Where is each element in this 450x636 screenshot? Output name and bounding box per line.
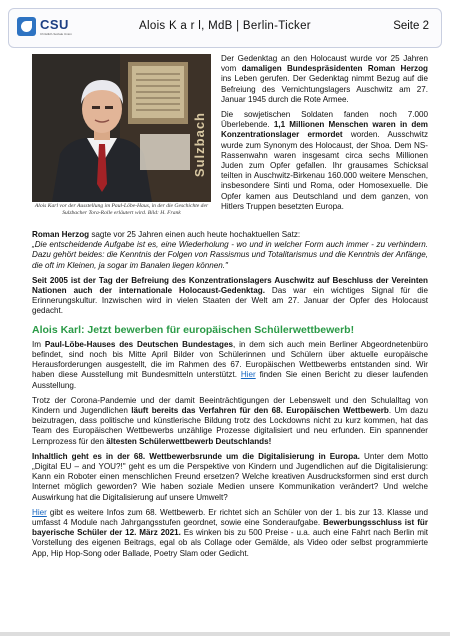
logo-subtitle: Christlich-Soziale Union	[40, 32, 72, 36]
newsletter-title: Alois K a r l, MdB | Berlin-Ticker	[139, 20, 311, 32]
text: Der Gedenktag an den Holocaust wurde vor 25 Jahren vom	[221, 54, 428, 74]
text: Das war ein wichtiges Signal für die Erinnerungskultur. Inzwischen wird in vielen Staaten der Welt am 27. Januar der Opfer des Holocaust gedacht.	[32, 286, 428, 316]
paragraph-wettbewerb-infos	[32, 508, 428, 559]
text: Die sowjetischen Soldaten fanden noch 7.000 Überlebende.	[221, 110, 428, 130]
logo-text: CSU	[40, 17, 69, 32]
paragraph-ausstellung	[32, 340, 428, 391]
paragraph-befreiung	[221, 110, 428, 212]
exhibition-photo	[32, 54, 211, 202]
bold-text: Paul-Löbe-Hauses des Deutschen Bundestages	[44, 339, 234, 349]
quote-text: „Die entscheidende Aufgabe ist es, eine Wiederholung - wo und in welcher Form auch immer - zu verhindern. Dazu gehört beides: die Kenntnis der Folgen von Rassismus und Totalitarismus und die Kenntnis der Anfänge, die oft im Kleinen, ja sogar im Banalen liegen können."	[32, 240, 428, 270]
report-link[interactable]: Hier	[240, 370, 256, 380]
bold-text: Seit 2005 ist der Tag der Befreiung des Konzentrationslagers Auschwitz auf Beschluss der Vereinten Nationen auch der internationale Holocaust-Gedenktag.	[32, 275, 428, 296]
bold-text: Inhaltlich geht es in der 68. Wettbewerbsrunde um die Digitalisierung in Europa.	[32, 451, 360, 461]
exhibit-placard	[140, 134, 190, 170]
text: Im	[32, 339, 45, 349]
bold-text: Bewerbungsschluss ist für bayerische Schüler der 12. März 2021.	[32, 518, 428, 538]
bold-text: Roman Herzog	[32, 230, 90, 239]
text: worden. Ausschwitz wurde zum Synonym des Holocaust, der Shoa. Dem NS-Rassenwahn waren insgesamt circa sechs Millionen Juden zum Opfer gefallen. Ihr grausames Schicksal teilten in Auschwitz-Birkenau 160.000 weitere Menschen, insbesondere Sinti und Roma, oder Homosexuelle. Die Opfer kamen aus Deutschland und dem ganzen, von Hitlers Truppen besetzten Europa.	[221, 130, 428, 211]
section-heading: Alois Karl: Jetzt bewerben für europäischen Schülerwettbewerb!	[32, 323, 355, 336]
bold-text: 1,1 Millionen Menschen waren in dem Konzentrationslager ermordet	[221, 120, 428, 140]
paragraph-holocaust-gedenktag	[32, 276, 428, 317]
bold-text: läuft bereits das Verfahren für den 68. Europäischen Wettbewerb	[131, 406, 389, 416]
text: , in dem sich auch mein Berliner Abgeordnetenbüro befindet, sind noch bis Mitte April Bilder von Schülerinnen und Schülern über aktuelle europäische Herausforderungen ausgestellt, die im Rahmen des 67. Europäischen Wettbewerbs entstanden sind. Wir haben diese Ausstellung mit Bundesmitteln unterstützt.	[32, 339, 428, 380]
text: finden Sie einen Bericht zu dieser laufenden Ausstellung.	[32, 370, 428, 390]
text: Unter dem Motto „Digital EU – and YOU?!" geht es um die Perspektive von Kindern und Jugendlichen auf die Digitalisierung: Kann ein Roboter einen menschlichen Freund ersetzen? Welche kreativen Ausdrucksformen sind erst durch Internet möglich geworden? Wie haben soziale Medien unsere Kommunikation verändert? Und welche Auswirkung hat die Digitalisierung auf unsere Umwelt?	[32, 451, 429, 502]
bottom-border	[0, 632, 450, 636]
paragraph-corona	[32, 396, 428, 447]
bold-text: damaligen Bundespräsidenten Roman Herzog	[241, 64, 428, 74]
text: sagte vor 25 Jahren einen auch heute hochaktuellen Satz:	[89, 230, 301, 239]
intro-column	[221, 54, 428, 217]
paragraph-herzog-quote	[32, 230, 428, 271]
info-link[interactable]: Hier	[32, 507, 47, 517]
text: ins Leben gerufen. Der Gedenktag nimmt Bezug auf die Befreiung des Vernichtungslagers Auschwitz am 27. Januar 1945 durch die Rote Armee.	[221, 74, 428, 104]
paragraph-digitalisierung	[32, 452, 428, 503]
text: . Um dazu beizutragen, dass politische und künstlerische Bildung trotz des Lockdowns nicht zu kurz kommen, hat das Team des Europäischen Wettbewerbs unzählige Prozesse digitalisiert und neu erfunden. Ein spannender Lernprozess für den	[32, 406, 428, 446]
exhibit-wall-lettering: Sulzbach	[192, 112, 207, 178]
page-header	[8, 8, 442, 48]
main-body	[32, 230, 428, 564]
text: Es winken bis zu 500 Preise - u.a. auch eine Fahrt nach Berlin mit Vorstellung des eigenen Beitrags, egal ob als Collage oder Gemälde, als Video oder selbst programmierte App, Hip Hop-Song oder Ballade, Poetry Slam oder Gedicht.	[32, 528, 428, 558]
bold-text: ältesten Schülerwettbewerb Deutschlands!	[106, 436, 272, 446]
photo-scene	[32, 54, 211, 202]
page-number: Seite 2	[393, 20, 429, 32]
text: Trotz der Corona-Pandemie und der damit Beeinträchtigungen der Lebenswelt und den Schulalltag von Kindern und Jugendlichen	[32, 395, 428, 416]
text: gibt es weitere Infos zum 68. Wettbewerb. Er richtet sich an Schüler von der 1. bis zur 13. Klasse und umfasst 4 Module nach Jahrgangsstufen geordnet, sowie eine Sonderaufgabe.	[32, 507, 428, 528]
paragraph-gedenktag	[221, 54, 428, 105]
photo-caption: Alois Karl vor der Ausstellung im Paul-Löbe-Haus, in der die Geschichte der Sulzbacher Tora-Rolle erläutert wird. Bild: H. Frank	[34, 203, 209, 216]
